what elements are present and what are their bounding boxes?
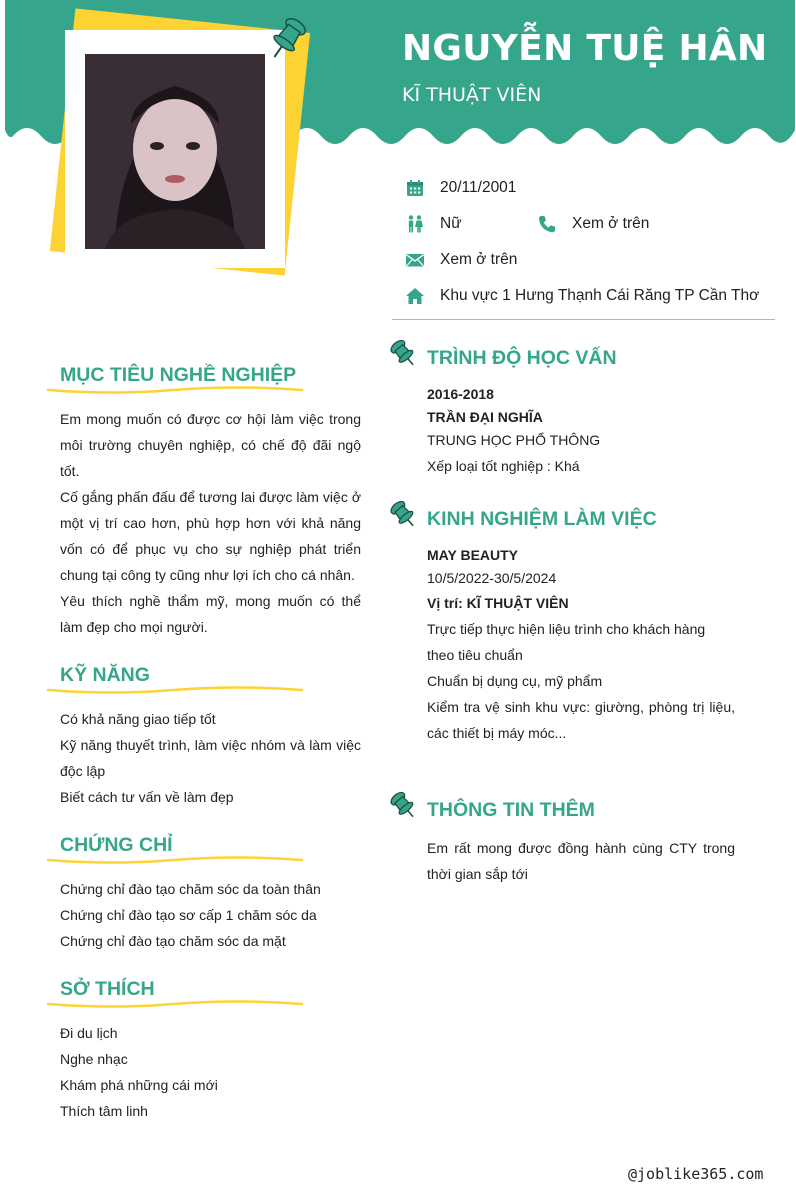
education-title: TRÌNH ĐỘ HỌC VẤN <box>427 347 617 369</box>
additional-text: Em rất mong được đồng hành cùng CTY trong thời gian sắp tới <box>427 840 735 882</box>
email-text: Xem ở trên <box>440 251 518 268</box>
certificate-item: Chứng chỉ đào tạo chăm sóc da mặt <box>60 933 286 949</box>
hobby-item: Nghe nhạc <box>60 1051 128 1067</box>
watermark: @joblike365.com <box>628 1165 764 1183</box>
certificates-underline <box>46 854 304 866</box>
hobbies-list <box>60 1020 361 1124</box>
skill-item: Biết cách tư vấn về làm đẹp <box>60 789 234 805</box>
experience-company: MAY BEAUTY <box>427 547 519 563</box>
gender-icon <box>405 214 425 234</box>
pushpin-icon <box>390 791 418 821</box>
hobby-item: Thích tâm linh <box>60 1103 148 1119</box>
education-school: TRẦN ĐẠI NGHĨA <box>427 409 543 425</box>
education-years: 2016-2018 <box>427 386 494 402</box>
skill-item: Kỹ năng thuyết trình, làm việc nhóm và làm việc độc lập <box>60 737 361 779</box>
experience-duty: Trực tiếp thực hiện liệu trình cho khách hàng theo tiêu chuẩn <box>427 621 706 663</box>
pushpin-icon <box>266 16 308 62</box>
skill-item: Có khả năng giao tiếp tốt <box>60 711 216 727</box>
certificates-list <box>60 876 361 954</box>
pushpin-icon <box>390 500 418 530</box>
skills-underline <box>46 684 304 696</box>
avatar <box>85 54 265 249</box>
hobby-item: Khám phá những cái mới <box>60 1077 218 1093</box>
objective-underline <box>46 384 304 396</box>
certificates-title: CHỨNG CHỈ <box>60 834 173 856</box>
certificate-item: Chứng chỉ đào tạo chăm sóc da toàn thân <box>60 881 321 897</box>
phone-row <box>537 214 649 234</box>
education-level: TRUNG HỌC PHỔ THÔNG <box>427 432 601 448</box>
phone-text: Xem ở trên <box>572 215 650 232</box>
candidate-name: NGUYỄN TUỆ HÂN <box>402 28 768 69</box>
birthday-text: 20/11/2001 <box>440 179 517 196</box>
education-grade: Xếp loại tốt nghiệp : Khá <box>427 458 580 474</box>
experience-title: KINH NGHIỆM LÀM VIỆC <box>427 508 657 530</box>
calendar-icon <box>405 178 425 198</box>
hobbies-underline <box>46 998 304 1010</box>
skills-title: KỸ NĂNG <box>60 664 150 686</box>
additional-title: THÔNG TIN THÊM <box>427 799 595 821</box>
education-block <box>427 386 735 479</box>
hobbies-title: SỞ THÍCH <box>60 978 155 1000</box>
pushpin-icon <box>390 339 418 369</box>
certificate-item: Chứng chỉ đào tạo sơ cấp 1 chăm sóc da <box>60 907 317 923</box>
gender-text: Nữ <box>440 215 462 232</box>
hobby-item: Đi du lịch <box>60 1025 118 1041</box>
phone-icon <box>537 214 557 234</box>
address-text: Khu vực 1 Hưng Thạnh Cái Răng TP Cần Thơ <box>440 287 760 304</box>
objective-text <box>60 406 361 640</box>
email-row <box>405 250 517 270</box>
objective-paragraph: Yêu thích nghề thẩm mỹ, mong muốn có thể làm đẹp cho mọi người. <box>60 593 361 635</box>
experience-period: 10/5/2022-30/5/2024 <box>427 570 557 586</box>
address-row <box>405 286 759 306</box>
experience-position: Vị trí: KĨ THUẬT VIÊN <box>427 595 569 611</box>
contact-divider <box>392 319 775 320</box>
gender-row <box>405 214 462 234</box>
job-title: KĨ THUẬT VIÊN <box>402 84 542 106</box>
photo-area <box>0 0 330 290</box>
experience-block <box>427 547 735 746</box>
objective-paragraph: Em mong muốn có được cơ hội làm việc trong môi trường chuyên nghiệp, có chế độ đãi ngộ tốt. <box>60 411 361 479</box>
mail-icon <box>405 250 425 270</box>
experience-duty: Kiểm tra vệ sinh khu vực: giường, phòng trị liệu, các thiết bị máy móc... <box>427 699 735 741</box>
skills-list <box>60 706 361 810</box>
birthday-row <box>405 178 516 198</box>
objective-paragraph: Cố gắng phấn đấu để tương lai được làm việc ở một vị trí cao hơn, phù hợp hơn với khả năng vốn có để phục vụ cho sự nghiệp phát triển chung tại công ty cũng như lợi ích cho cá nhân. <box>60 489 361 583</box>
objective-title: MỤC TIÊU NGHỀ NGHIỆP <box>60 364 297 386</box>
experience-duty: Chuẩn bị dụng cụ, mỹ phẩm <box>427 673 603 689</box>
home-icon <box>405 286 425 306</box>
